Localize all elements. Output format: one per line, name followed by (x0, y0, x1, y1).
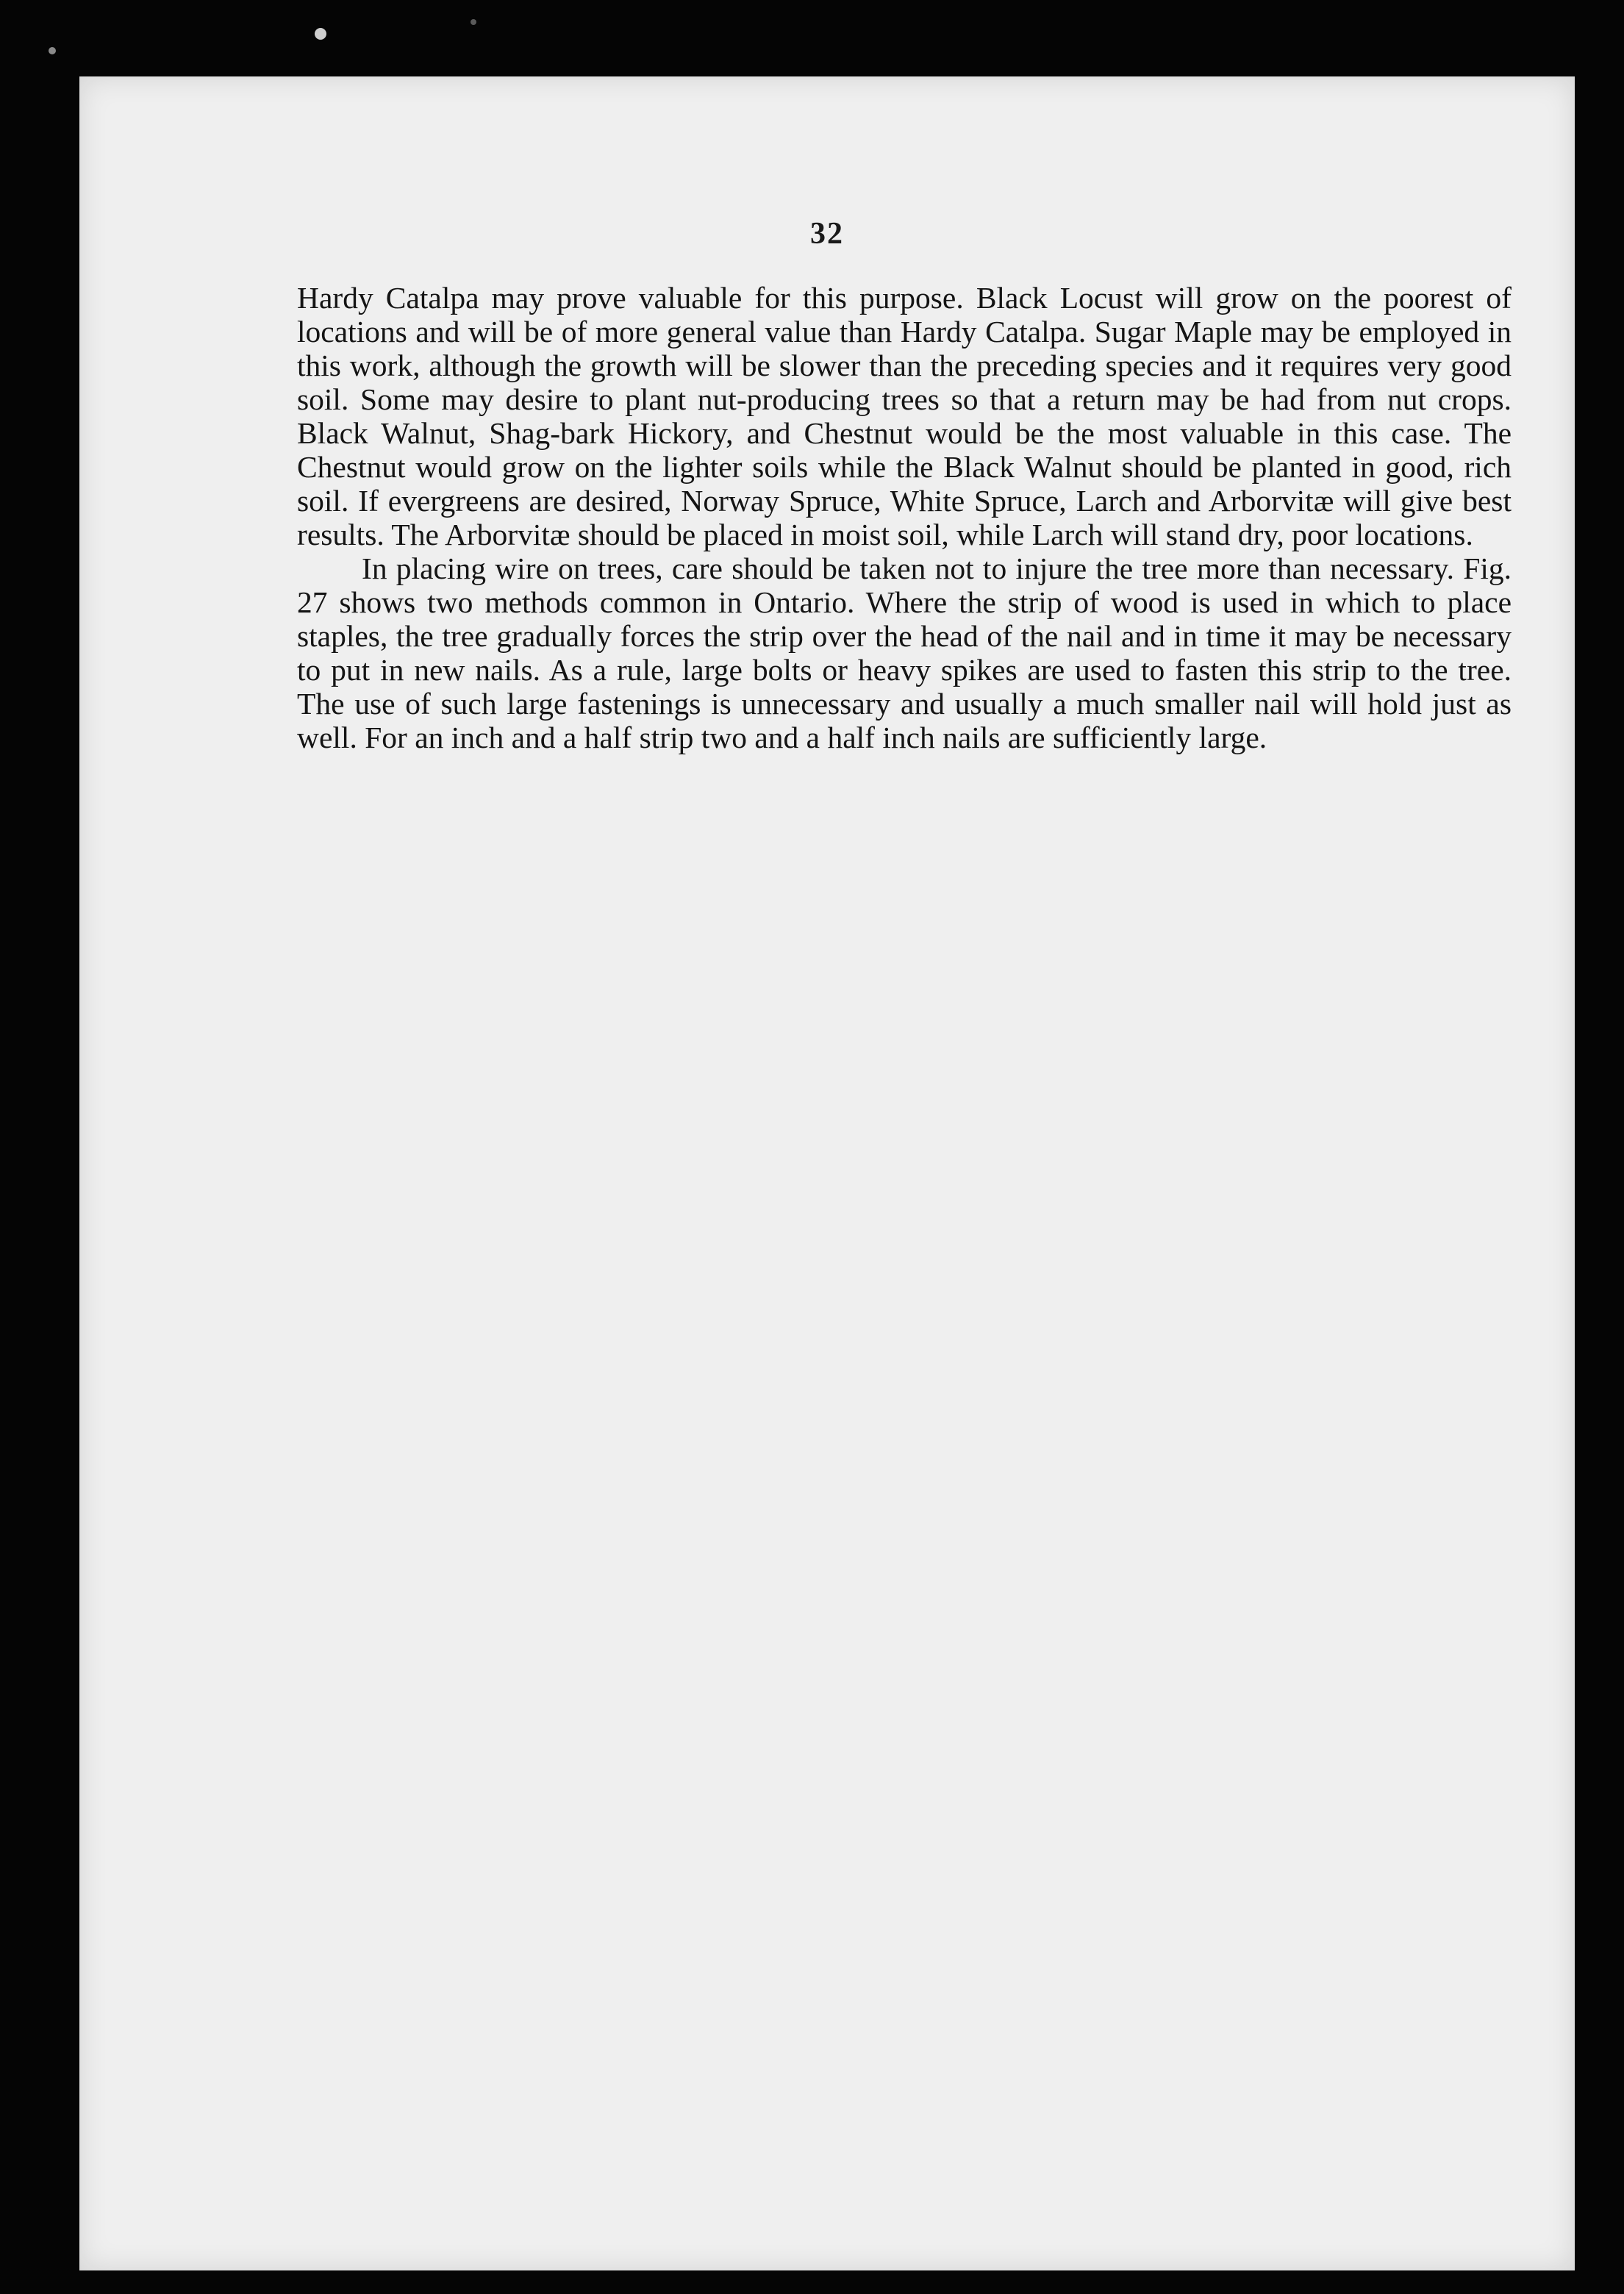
paragraph-1: Hardy Catalpa may prove valuable for this purpose. Black Locust will grow on the poorest of locations and will be of more general value than Hardy Catalpa. Sugar Maple may be employed in this work, although the growth will be slower than the preceding species and it requires very good soil. Some may desire to plant nut-producing trees so that a return may be had from nut crops. Black Walnut, Shag-bark Hickory, and Chestnut would be the most valuable in this case. The Chestnut would grow on the lighter soils while the Black Walnut should be planted in good, rich soil. If evergreens are desired, Norway Spruce, White Spruce, Larch and Arborvitæ will give best results. The Arborvitæ should be placed in moist soil, while Larch will stand dry, poor locations. (297, 281, 1512, 551)
scan-speck (315, 28, 326, 40)
scan-speck (471, 19, 476, 25)
paragraph-2: In placing wire on trees, care should be taken not to injure the tree more than necessary. Fig. 27 shows two methods common in Ontario. Where the strip of wood is used in which to place staples, the tree gradually forces the strip over the head of the nail and in time it may be necessary to put in new nails. As a rule, large bolts or heavy spikes are used to fasten this strip to the tree. The use of such large fastenings is unnecessary and usually a much smaller nail will hold just as well. For an inch and a half strip two and a half inch nails are sufficiently large. (297, 551, 1512, 754)
scanned-page (79, 76, 1575, 2270)
page-number: 32 (810, 217, 844, 251)
body-text (297, 281, 1512, 754)
scan-speck (49, 47, 56, 54)
